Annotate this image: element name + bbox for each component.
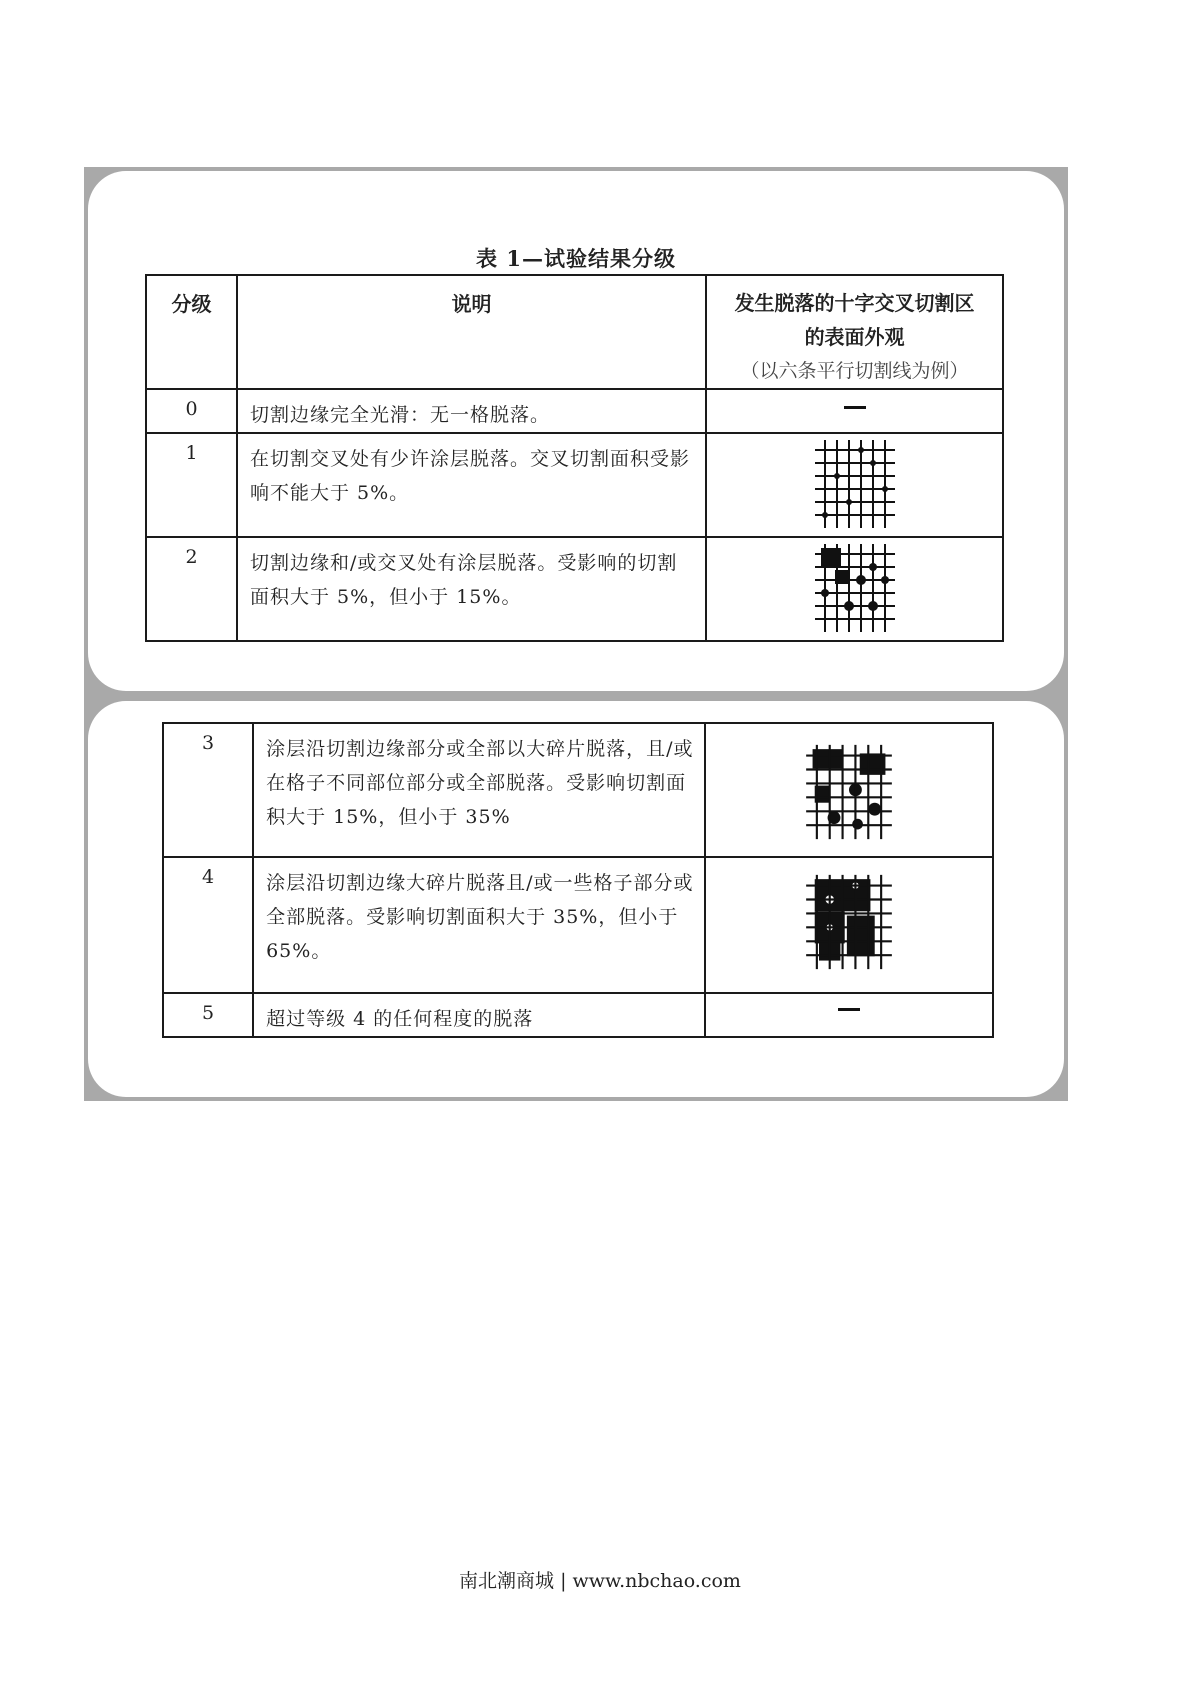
description-cell: 切割边缘和/或交叉处有涂层脱落。受影响的切割面积大于 5%，但小于 15%。 xyxy=(237,537,706,641)
header-description: 说明 xyxy=(237,275,706,389)
table-header-row xyxy=(146,275,1003,389)
table-row xyxy=(146,389,1003,433)
grid-severe-icon xyxy=(804,872,894,972)
table-row xyxy=(163,723,993,857)
grade-cell: 1 xyxy=(146,433,237,537)
appearance-cell xyxy=(706,537,1003,641)
grid-light-icon xyxy=(813,438,897,530)
dash-symbol xyxy=(838,1008,860,1011)
description-cell: 超过等级 4 的任何程度的脱落 xyxy=(253,993,705,1037)
appearance-cell xyxy=(705,723,993,857)
table-caption: 表 1—试验结果分级 xyxy=(476,246,676,271)
grade-cell: 5 xyxy=(163,993,253,1037)
description-cell: 涂层沿切割边缘部分或全部以大碎片脱落，且/或在格子不同部位部分或全部脱落。受影响切割面积大于 15%，但小于 35% xyxy=(253,723,705,857)
table-row xyxy=(163,993,993,1037)
header-appearance-note: （以六条平行切割线为例） xyxy=(740,360,969,382)
table-panel-top xyxy=(88,171,1064,691)
header-appearance xyxy=(706,275,1003,389)
table-row xyxy=(163,857,993,993)
appearance-cell xyxy=(706,389,1003,433)
appearance-cell xyxy=(705,993,993,1037)
grading-table-part2 xyxy=(162,722,994,1038)
header-appearance-line2: 的表面外观 xyxy=(804,325,905,349)
page-footer: 南北潮商城 | www.nbchao.com xyxy=(459,1570,741,1592)
description-cell: 涂层沿切割边缘大碎片脱落且/或一些格子部分或全部脱落。受影响切割面积大于 35%，但小于 65%。 xyxy=(253,857,705,993)
grade-cell: 4 xyxy=(163,857,253,993)
grade-cell: 2 xyxy=(146,537,237,641)
grid-moderate-icon xyxy=(813,542,897,634)
description-cell: 切割边缘完全光滑：无一格脱落。 xyxy=(237,389,706,433)
grid-heavy-icon xyxy=(804,742,894,842)
dash-symbol xyxy=(844,406,866,409)
grade-cell: 3 xyxy=(163,723,253,857)
table-panel-bottom xyxy=(88,701,1064,1097)
grade-cell: 0 xyxy=(146,389,237,433)
header-appearance-line1: 发生脱落的十字交叉切割区 xyxy=(734,291,975,315)
appearance-cell xyxy=(705,857,993,993)
grading-table-part1 xyxy=(145,274,1004,642)
table-row xyxy=(146,433,1003,537)
table-row xyxy=(146,537,1003,641)
appearance-cell xyxy=(706,433,1003,537)
description-cell: 在切割交叉处有少许涂层脱落。交叉切割面积受影响不能大于 5%。 xyxy=(237,433,706,537)
header-grade: 分级 xyxy=(146,275,237,389)
